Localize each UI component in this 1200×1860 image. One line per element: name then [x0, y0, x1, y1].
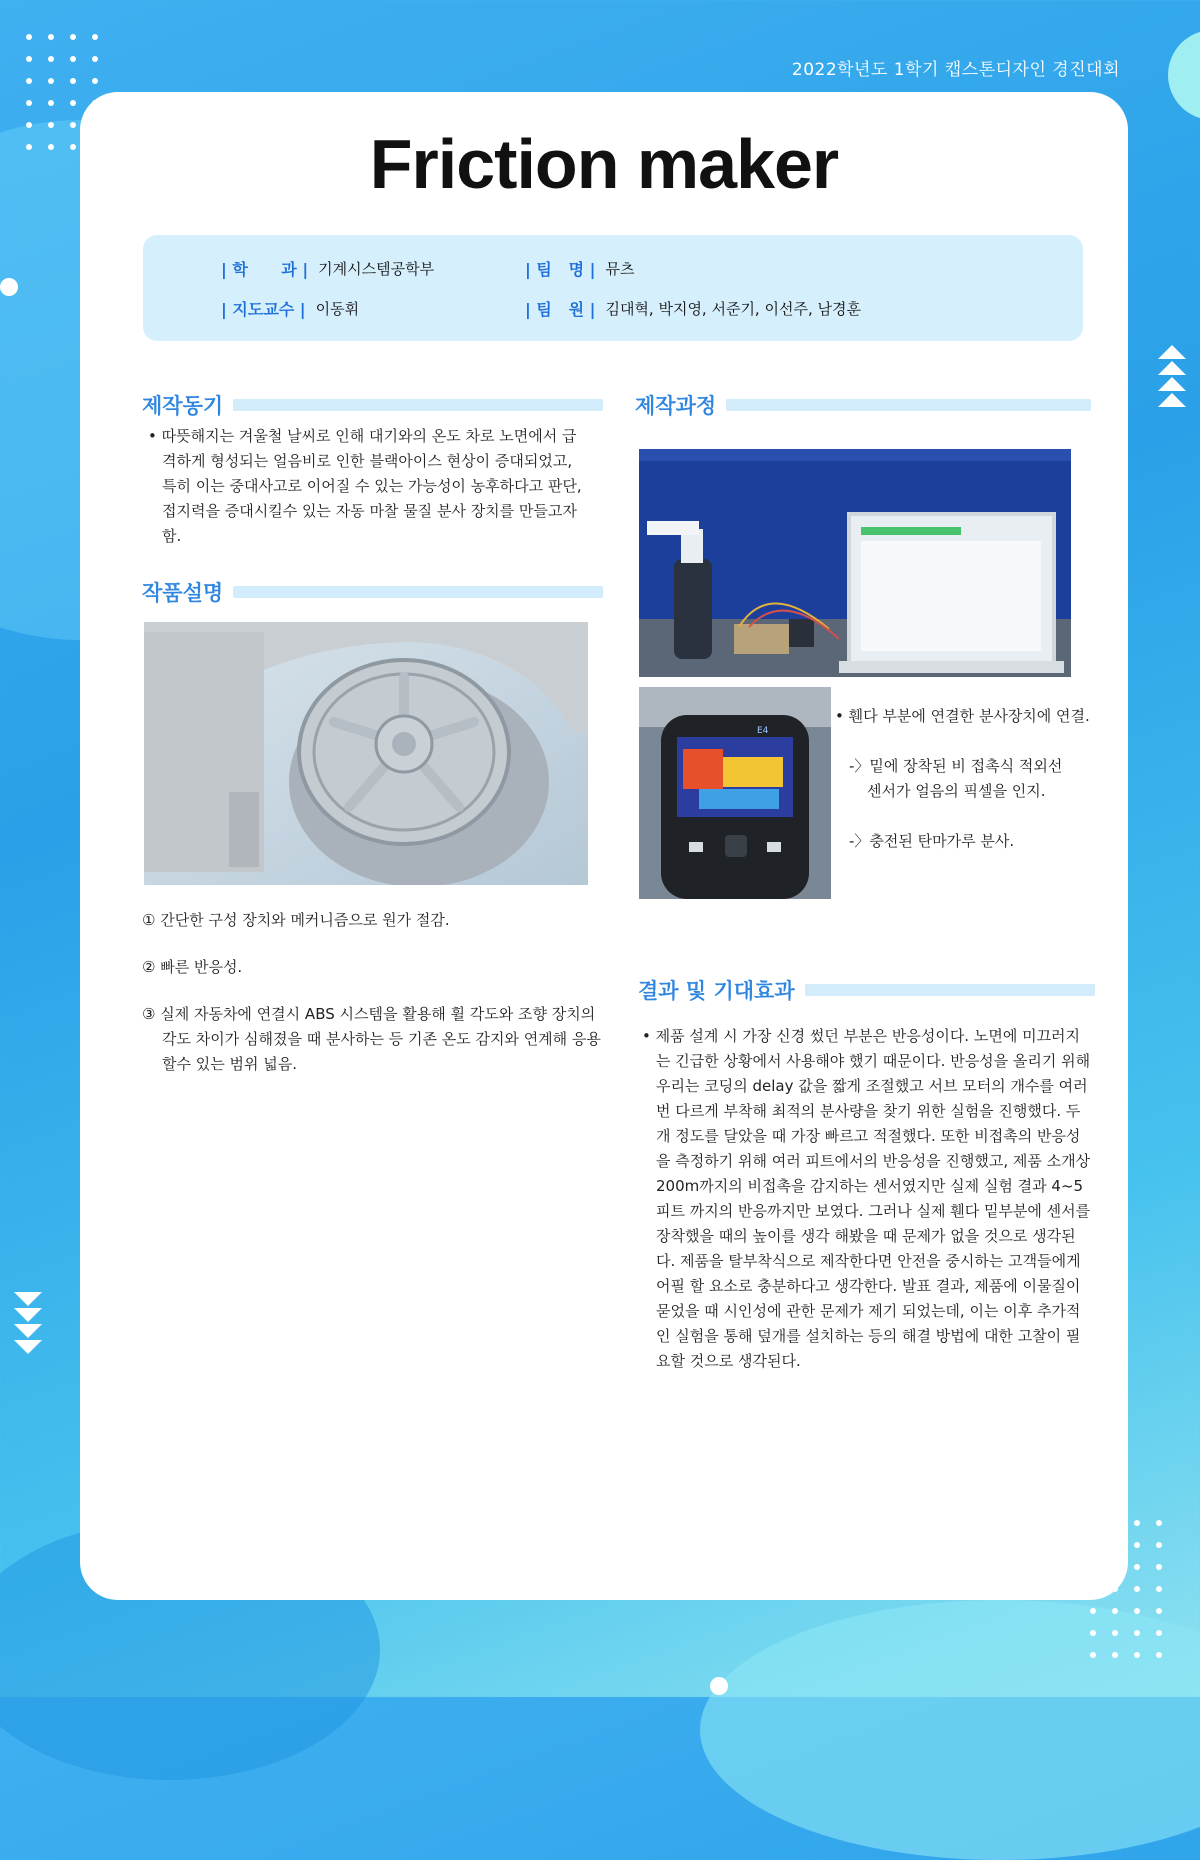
description-item-3: ③ 실제 자동차에 연결시 ABS 시스템을 활용해 휠 각도와 조향 장치의 각도 차이가 심해졌을 때 분사하는 등 기존 온도 감지와 연계해 응용할수 있는 범위 넓음. [142, 1005, 601, 1073]
process-heading [635, 390, 1091, 420]
motivation-paragraph: • 따뜻해지는 겨울철 날씨로 인해 대기와의 온도 차로 노면에서 급격하게 형성되는 얼음비로 인한 블랙아이스 현상이 증대되었고, 특히 이는 중대사고로 이어질 수 있는 가능성이 농후하다고 판단, 접지력을 증대시킬수 있는 자동 마찰 물질 분사 장치를 만들고자 함. [148, 427, 582, 545]
thermal-camera-photo [639, 687, 831, 899]
team-members-row [525, 297, 861, 320]
poster-title: Friction maker [369, 125, 839, 203]
team-name-label: | 팀 명 | [525, 260, 596, 279]
description-item-2: ② 빠른 반응성. [142, 958, 243, 976]
process-note-2: -〉밑에 장착된 비 접촉식 적외선 센서가 얼음의 픽셀을 인지. [849, 757, 1063, 800]
background-dot [710, 1677, 728, 1695]
department-value: 기계시스템공학부 [318, 260, 435, 278]
description-item-1: ① 간단한 구성 장치와 메커니즘으로 원가 절감. [142, 911, 450, 929]
heading-bar [805, 984, 1095, 996]
team-members-value: 김대혁, 박지영, 서준기, 이선주, 남경훈 [605, 300, 861, 318]
team-name-row [525, 257, 634, 280]
advisor-value: 이동휘 [315, 300, 360, 318]
motivation-text [144, 424, 584, 549]
wheel-render-image [144, 622, 588, 885]
contest-name: 2022학년도 1학기 캡스톤디자인 경진대회 [791, 60, 1120, 80]
team-members-label: | 팀 원 | [525, 300, 596, 319]
background-blob [1168, 30, 1200, 120]
results-heading [638, 975, 1095, 1005]
process-title: 제작과정 [635, 394, 717, 418]
description-title: 작품설명 [142, 581, 224, 605]
heading-bar [233, 399, 603, 411]
motivation-title: 제작동기 [142, 394, 224, 418]
team-info-box [143, 235, 1083, 341]
department-label: | 학 과 | [221, 260, 309, 279]
heading-bar [726, 399, 1091, 411]
process-note-3: -〉충전된 탄마가루 분사. [849, 832, 1015, 850]
team-name-value: 뮤츠 [605, 260, 635, 278]
triangles-down-icon [14, 1292, 42, 1358]
motivation-heading [142, 390, 603, 420]
advisor-label: | 지도교수 | [221, 300, 306, 319]
department-row [221, 257, 434, 280]
results-text [638, 1024, 1093, 1374]
results-paragraph: • 제품 설계 시 가장 신경 썼던 부분은 반응성이다. 노면에 미끄러지는 긴급한 상황에서 사용해야 했기 때문이다. 반응성을 올리기 위해 우리는 코딩의 delay 값을 짧게 조절했고 서브 모터의 개수를 여러 번 다르게 부착해 최적의 분사량을 찾기 위한 실험을 진행했다. 두 개 정도를 달았을 때 가장 빠르고 적절했다. 또한 비접촉의 반응성을 측정하기 위해 여러 피트에서의 반응성을 진행했고, 제품 소개상 200m까지의 비접촉을 감지하는 센서였지만 실제 실험 결과 4~5피트 까지의 반응까지만 보였다. 그러나 실제 휀다 밑부분에 센서를 장착했을 때의 높이를 생각 해봤을 때 문제가 없을 것으로 생각된다. 제품을 탈부착식으로 제작한다면 안전을 중시하는 고객들에게 어필 할 요소로 충분하다고 생각한다. 발표 결과, 제품에 이물질이 묻었을 때 시인성에 관한 문제가 제기 되었는데, 이는 이후 추가적인 실험을 통해 덮개를 설치하는 등의 해결 방법에 대한 고찰이 필요할 것으로 생각된다. [642, 1027, 1091, 1370]
poster-card [80, 92, 1128, 1600]
triangles-up-icon [1158, 345, 1186, 411]
heading-bar [233, 586, 603, 598]
description-heading [142, 577, 603, 607]
background-dot [0, 278, 18, 296]
prototype-setup-photo [639, 449, 1071, 677]
results-title: 결과 및 기대효과 [638, 979, 795, 1003]
advisor-row [221, 297, 359, 320]
camera-model-label: E4 [757, 726, 769, 736]
process-note-1: • 휀다 부분에 연결한 분사장치에 연결. [835, 707, 1090, 725]
